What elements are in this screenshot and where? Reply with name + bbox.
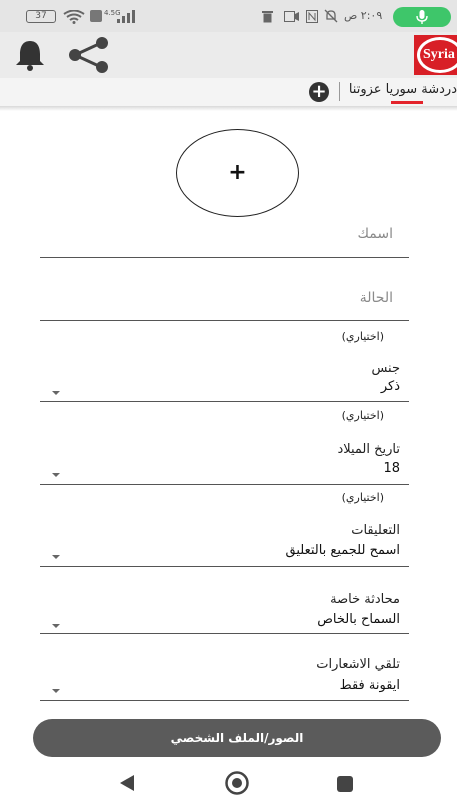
chevron-down-icon[interactable] <box>52 473 60 477</box>
wifi-icon <box>63 10 85 24</box>
gender-underline <box>40 401 409 402</box>
bell-icon[interactable] <box>12 38 48 72</box>
gender-label: جنس <box>371 361 400 376</box>
chevron-down-icon[interactable] <box>52 391 60 395</box>
share-icon[interactable] <box>67 37 111 73</box>
birth-select[interactable]: 18 <box>383 461 400 476</box>
system-nav-bar <box>0 765 457 800</box>
name-field[interactable]: اسمك <box>357 226 393 242</box>
trash-icon <box>262 10 273 23</box>
chevron-down-icon[interactable] <box>52 624 60 628</box>
clock: ٢:٠٩ ص <box>344 9 383 22</box>
signal-icon <box>116 10 138 23</box>
tab-divider <box>339 82 340 101</box>
private-chat-select[interactable]: السماح بالخاص <box>317 612 400 627</box>
battery-icon <box>26 10 56 23</box>
app-bar <box>0 32 457 78</box>
status-field[interactable]: الحالة <box>359 290 393 306</box>
nav-back-icon[interactable] <box>118 774 136 792</box>
chevron-down-icon[interactable] <box>52 555 60 559</box>
plus-circle-icon[interactable]: + <box>309 82 329 102</box>
mute-icon <box>324 9 338 23</box>
volte-icon <box>90 10 102 22</box>
network-type: 4.5G <box>104 9 121 17</box>
name-field-underline <box>40 257 409 258</box>
add-photo-icon: + <box>228 160 247 185</box>
chevron-down-icon[interactable] <box>52 689 60 693</box>
battery-level: 37 <box>35 11 47 21</box>
birth-label: تاريخ الميلاد <box>337 442 400 457</box>
gender-select[interactable]: ذكر <box>380 379 400 394</box>
nav-home-icon[interactable] <box>224 771 250 795</box>
comments-underline <box>40 566 409 567</box>
tab-chat-room[interactable]: دردشة سوريا عزوتنا <box>348 82 457 97</box>
photos-profile-button[interactable]: الصور/الملف الشخصي <box>33 719 441 757</box>
nav-recents-icon[interactable] <box>336 775 354 793</box>
status-field-underline <box>40 320 409 321</box>
status-bar <box>0 0 457 32</box>
active-tab-indicator <box>391 101 423 104</box>
mic-icon <box>416 10 428 24</box>
notifications-underline <box>40 700 409 701</box>
avatar-upload[interactable] <box>176 129 299 217</box>
app-bar-shadow <box>0 106 457 111</box>
comments-label: التعليقات <box>351 523 400 538</box>
birth-underline <box>40 484 409 485</box>
private-chat-label: محادثة خاصة <box>330 592 400 607</box>
comments-select[interactable]: اسمح للجميع بالتعليق <box>285 543 400 558</box>
mic-indicator <box>393 7 451 27</box>
private-chat-underline <box>40 633 409 634</box>
video-icon <box>284 11 299 22</box>
logo-text: Syria <box>423 47 455 62</box>
optional-hint: (اختياري) <box>341 330 384 343</box>
tab-strip <box>0 78 457 106</box>
notifications-select[interactable]: ايقونة فقط <box>339 678 400 693</box>
notifications-label: تلقي الاشعارات <box>316 657 400 672</box>
optional-hint: (اختياري) <box>341 409 384 422</box>
app-logo[interactable] <box>414 35 457 75</box>
nfc-icon <box>306 10 318 23</box>
optional-hint: (اختياري) <box>341 491 384 504</box>
